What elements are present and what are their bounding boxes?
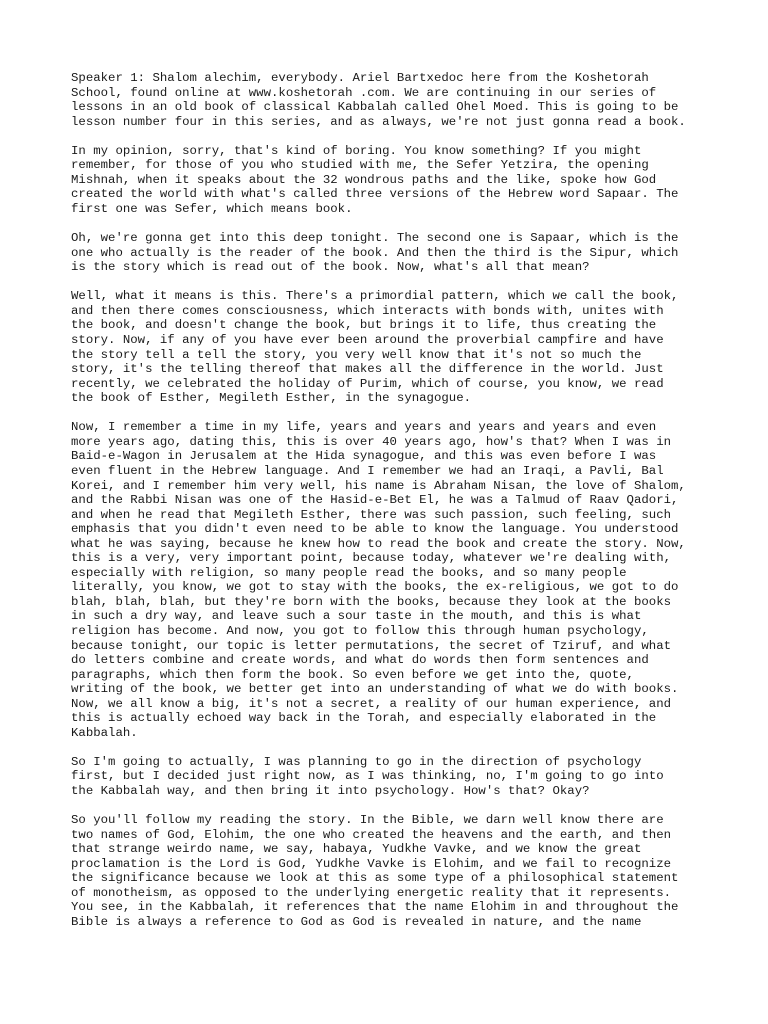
paragraph-kabbalah-way: So I'm going to actually, I was planning to go in the direction of psychology first, but I decided just right now, as I was thinking, no, I'm going to go into the Kabbalah way, and then bring it into psychology. How's that? Okay? <box>71 754 664 799</box>
paragraph-primordial-pattern: Well, what it means is this. There's a primordial pattern, which we call the book, and then there comes consciousness, which interacts with bonds with, unites with the book, and doesn't change the book, but brings it to life, thus creating the story. Now, if any of you have ever been around the proverbial campfire and have the story tell a tell the story, you very well know that it's not so much the story, it's the telling thereof that makes all the difference in the world. Just recently, we celebrated the holiday of Purim, which of course, you know, we read the book of Esther, Megileth Esther, in the synagogue. <box>71 289 679 406</box>
paragraph-sapaar-sipur: Oh, we're gonna get into this deep tonight. The second one is Sapaar, which is the one who actually is the reader of the book. And then the third is the Sipur, which is the story which is read out of the book. Now, what's all that mean? <box>71 231 679 275</box>
paragraph-names-of-god: So you'll follow my reading the story. In the Bible, we darn well know there are two names of God, Elohim, the one who created the heavens and the earth, and then that strange weirdo name, we say, habaya, Yudkhe Vavke, and we know the great proclamation is the Lord is God, Yudkhe Vavke is Elohim, and we fail to recognize the significance because we look at this as some type of a philosophical statement of monotheism, as opposed to the underlying energetic reality that it represents. You see, in the Kabbalah, it references that the name Elohim in and throughout the Bible is always a reference to God as God is revealed in nature, and the name <box>71 813 679 929</box>
paragraph-jerusalem-memory: Now, I remember a time in my life, years and years and years and years and even more years ago, dating this, this is over 40 years ago, how's that? When I was in Baid-e-Wagon in Jerusalem at the Hida synagogue, and this was even before I was even fluent in the Hebrew language. And I remember we had an Iraqi, a Pavli, Bal Korei, and I remember him very well, his name is Abraham Nisan, the love of Shalom, and the Rabbi Nisan was one of the Hasid-e-Bet El, he was a Talmud of Raav Qadori, and when he read that Megileth Esther, there was such passion, such feeling, such emphasis that you didn't even need to be able to know the language. You understood what he was saying, because he knew how to read the book and create the story. Now, this is a very, very important point, because today, whatever we're dealing with, especially with religion, so many people read the books, and so many people literally, you know, we got to stay with the books, the ex-religious, we got to do blah, blah, blah, but they're born with the books, because they look at the books in such a dry way, and leave such a sour taste in the mouth, and this is what religion has become. And now, you got to follow this through human psychology, because tonight, our topic is letter permutations, the secret of Tziruf, and what do letters combine and create words, and what do words then form sentences and paragraphs, which then form the book. So even before we get into the, quote, writing of the book, we better get into an understanding of what we do with books. Now, we all know a big, it's not a secret, a reality of our human experience, and this is actually echoed way back in the Torah, and especially elaborated in the Kabbalah. <box>71 420 686 740</box>
paragraph-intro: Speaker 1: Shalom alechim, everybody. Ariel Bartxedoc here from the Koshetorah School, found online at www.koshetorah .com. We are continuing in our series of lessons in an old book of classical Kabbalah called Ohel Moed. This is going to be lesson number four in this series, and as always, we're not just gonna read a book. <box>71 71 686 129</box>
transcript-page <box>71 71 731 944</box>
paragraph-sefer-yetzira: In my opinion, sorry, that's kind of boring. You know something? If you might remember, for those of you who studied with me, the Sefer Yetzira, the opening Mishnah, when it speaks about the 32 wondrous paths and the like, spoke how God created the world with what's called three versions of the Hebrew word Sapaar. The first one was Sefer, which means book. <box>71 143 679 216</box>
